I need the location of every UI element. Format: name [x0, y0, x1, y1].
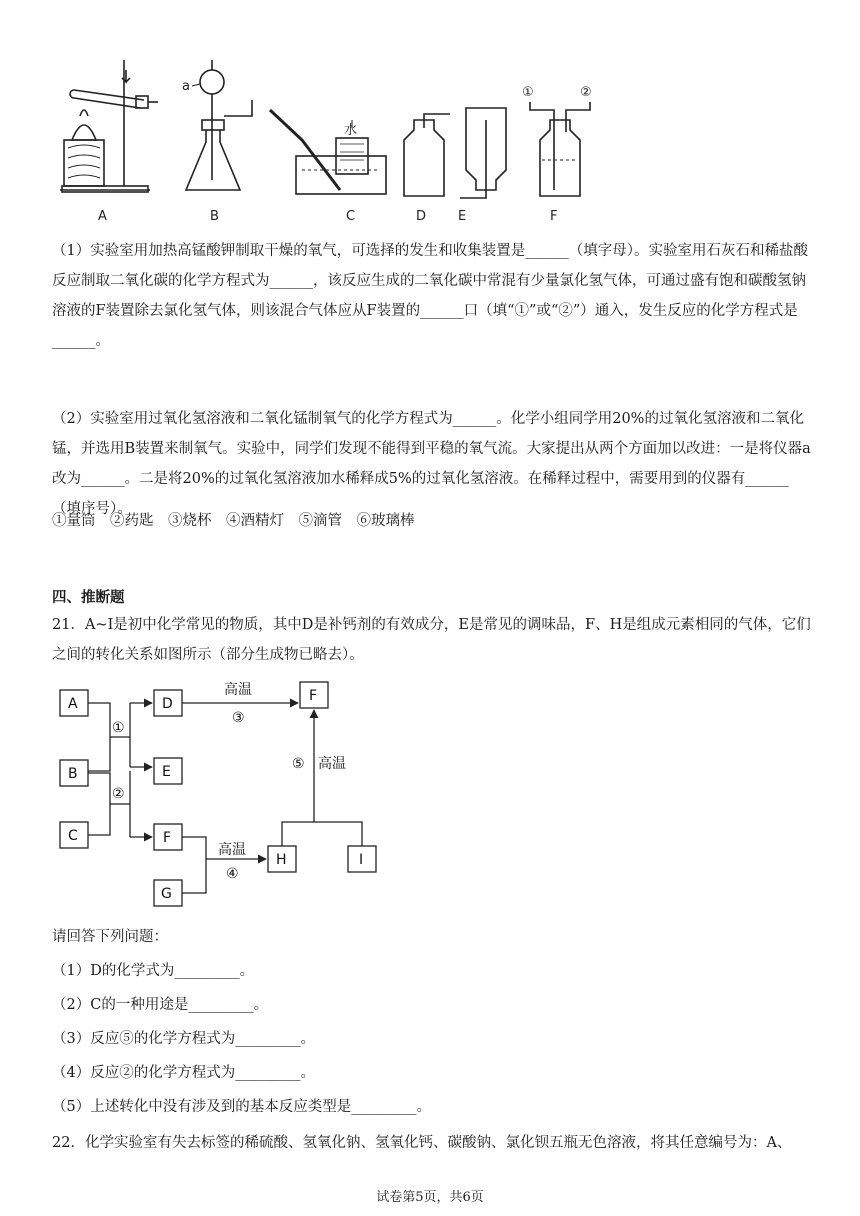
- node-f-left: F: [163, 830, 172, 846]
- apparatus-c: [270, 110, 386, 224]
- apparatus-d: [404, 114, 450, 224]
- apparatus-e: [458, 108, 506, 224]
- reaction-5-label: ⑤: [292, 756, 305, 772]
- node-f-top: F: [309, 688, 318, 704]
- q21-sub3: （3）反应⑤的化学方程式为_________。: [52, 1031, 315, 1047]
- q21-stem: 21．A~I是初中化学常见的物质，其中D是补钙剂的有效成分，E是常见的调味品，F、H是组成元素相同的气体，它们之间的转化关系如图所示（部分生成物已略去）。: [52, 617, 811, 663]
- node-d: D: [162, 696, 173, 712]
- apparatus-label-f: F: [550, 209, 558, 224]
- node-g: G: [161, 886, 172, 902]
- node-e: E: [162, 764, 171, 780]
- apparatus-label-d: D: [416, 209, 427, 224]
- q21-sub2: （2）C的一种用途是_________。: [52, 997, 269, 1013]
- port-2-label: ②: [580, 85, 592, 100]
- q20-options: ①量筒 ②药匙 ③烧杯 ④酒精灯 ⑤滴管 ⑥玻璃棒: [52, 513, 415, 529]
- reaction-3-condition: 高温: [224, 682, 252, 698]
- apparatus-a: [60, 60, 158, 224]
- apparatus-label-a: A: [98, 209, 107, 224]
- port-1-label: ①: [522, 85, 534, 100]
- apparatus-figure: [40, 20, 660, 230]
- q20-part2: （2）实验室用过氧化氢溶液和二氧化锰制氧气的化学方程式为______。化学小组同学用20%的过氧化氢溶液和二氧化锰，并选用B装置来制氧气。实验中，同学们发现不能得到平稳的氧气流。大家提出从两个方面加以改进：一是将仪器a改为______。二是将20%的过氧化氢溶液加水稀释成5%的过氧化氢溶液。在稀释过程中，需要用到的仪器有______（填序号）。: [52, 411, 811, 517]
- conversion-diagram: [48, 672, 408, 922]
- node-a: A: [68, 696, 78, 712]
- apparatus-f: [522, 85, 592, 224]
- reaction-5-condition: 高温: [318, 756, 346, 772]
- reaction-1-label: ①: [112, 720, 125, 736]
- apparatus-label-b: B: [210, 209, 219, 224]
- node-b: B: [68, 766, 78, 782]
- apparatus-b: [182, 60, 252, 224]
- reaction-4-label: ④: [226, 866, 239, 882]
- q21-prompt: 请回答下列问题：: [52, 929, 168, 945]
- reaction-2-label: ②: [112, 786, 125, 802]
- node-h: H: [276, 852, 287, 868]
- apparatus-label-c: C: [346, 209, 356, 224]
- apparatus-label-e: E: [458, 209, 467, 224]
- q22-stem: 22．化学实验室有失去标签的稀硫酸、氢氧化钠、氢氧化钙、碳酸钠、氯化钡五瓶无色溶液，将其任意编号为：A、: [52, 1135, 792, 1151]
- water-label: 水: [344, 123, 358, 138]
- q21-sub1: （1）D的化学式为_________。: [52, 963, 255, 979]
- page-footer: 试卷第5页，共6页: [376, 1190, 484, 1205]
- q20-part1: （1）实验室用加热高锰酸钾制取干燥的氧气，可选择的发生和收集装置是______（填字母）。实验室用石灰石和稀盐酸反应制取二氧化碳的化学方程式为______，该反应生成的二氧化碳中常混有少量氯化氢气体，可通过盛有饱和碳酸氢钠溶液的F装置除去氯化氢气体，则该混合气体应从F装置的______口（填“①”或“②”）通入，发生反应的化学方程式是______。: [52, 243, 808, 349]
- q21-sub4: （4）反应②的化学方程式为_________。: [52, 1065, 315, 1081]
- reaction-4-condition: 高温: [218, 842, 246, 858]
- q21-sub5: （5）上述转化中没有涉及到的基本反应类型是_________。: [52, 1099, 431, 1115]
- section-title: 四、推断题: [52, 589, 125, 606]
- reaction-3-label: ③: [232, 710, 245, 726]
- node-c: C: [68, 828, 78, 844]
- node-i: I: [359, 852, 364, 868]
- funnel-label-a: a: [182, 79, 190, 94]
